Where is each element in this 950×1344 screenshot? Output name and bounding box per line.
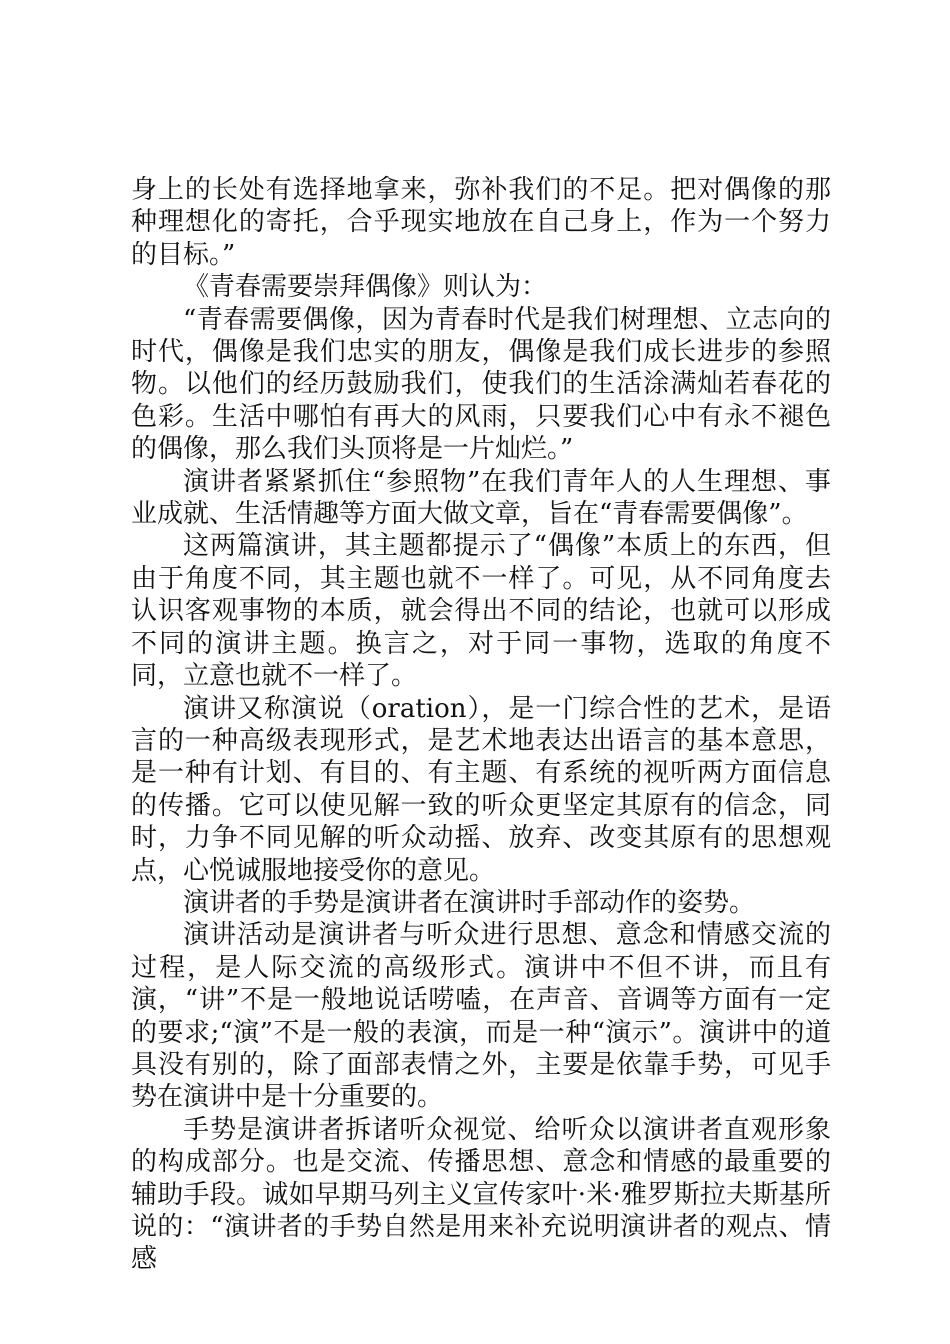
paragraph-5: 这两篇演讲，其主题都提示了“偶像”本质上的东西，但由于角度不同，其主题也就不一样了。可见，从不同角度去认识客观事物的本质，就会得出不同的结论，也就可以形成不同的演讲主题。换言之，对于同一事物，选取的角度不同，立意也就不一样了。 — [131, 531, 831, 692]
paragraph-6: 演讲又称演说（oration），是一门综合性的艺术，是语言的一种高级表现形式，是艺术地表达出语言的基本意思，是一种有计划、有目的、有主题、有系统的视听两方面信息的传播。它可以使见解一致的听众更坚定其原有的信念，同时，力争不同见解的听众动摇、放弃、改变其原有的思想观点，心悦诚服地接受你的意见。 — [131, 693, 831, 886]
paragraph-8: 演讲活动是演讲者与听众进行思想、意念和情感交流的过程，是人际交流的高级形式。演讲中不但不讲，而且有演，“讲”不是一般地说话唠嗑，在声音、音调等方面有一定的要求;“演”不是一般的表演，而是一种“演示”。演讲中的道具没有别的，除了面部表情之外，主要是依靠手势，可见手势在演讲中是十分重要的。 — [131, 920, 831, 1113]
document-body — [131, 174, 831, 1276]
paragraph-2: 《青春需要崇拜偶像》则认为： — [183, 272, 548, 303]
paragraph-7: 演讲者的手势是演讲者在演讲时手部动作的姿势。 — [183, 887, 756, 918]
paragraph-3: “青春需要偶像，因为青春时代是我们树理想、立志向的时代，偶像是我们忠实的朋友，偶像是我们成长进步的参照物。以他们的经历鼓励我们，使我们的生活涂满灿若春花的色彩。生活中哪怕有再大的风雨，只要我们心中有永不褪色的偶像，那么我们头顶将是一片灿烂。” — [131, 304, 831, 465]
paragraph-4: 演讲者紧紧抓住“参照物”在我们青年人的人生理想、事业成就、生活情趣等方面大做文章，旨在“青春需要偶像”。 — [131, 466, 831, 530]
paragraph-9: 手势是演讲者拆诸听众视觉、给听众以演讲者直观形象的构成部分。也是交流、传播思想、意念和情感的最重要的辅助手段。诚如早期马列主义宣传家叶·米·雅罗斯拉夫斯基所说的：“演讲者的手势自然是用来补充说明演讲者的观点、情感 — [131, 1114, 831, 1275]
paragraph-1: 身上的长处有选择地拿来，弥补我们的不足。把对偶像的那种理想化的寄托，合乎现实地放在自己身上，作为一个努力的目标。” — [131, 175, 831, 270]
